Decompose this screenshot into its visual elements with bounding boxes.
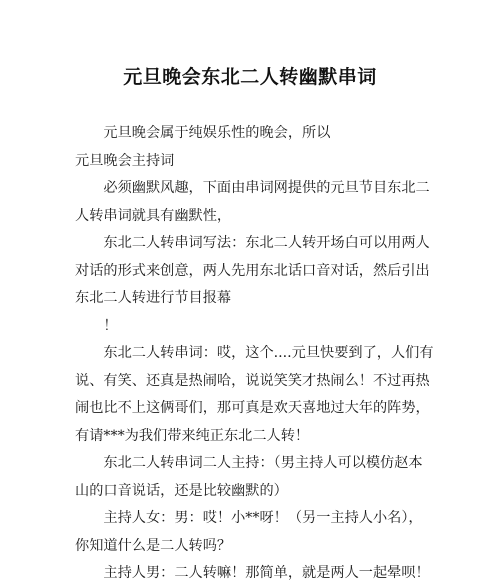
paragraph: 必须幽默风趣，下面由串词网提供的元旦节目东北二人转串词就具有幽默性， xyxy=(75,180,430,224)
paragraph: 主持人男：二人转嘛！那简单，就是两人一起晕呗！ xyxy=(103,565,430,581)
paragraph: 东北二人转串词二人主持：（男主持人可以模仿赵本山的口音说话，还是比较幽默的） xyxy=(75,455,423,499)
paragraph: 元旦晚会主持词 xyxy=(75,152,175,169)
paragraph: 东北二人转串词写法：东北二人转开场白可以用两人对话的形式来创意，两人先用东北话口音对话，然后引出东北二人转进行节目报幕 xyxy=(75,235,430,306)
paragraph: 东北二人转串词：哎，这个....元旦快要到了，人们有说、有笑、还真是热闹哈，说说笑笑才热闹么！不过再热闹也比不上这俩哥们，那可真是欢天喜地过大年的阵势，有请***为我们带来纯正东北二人转！ xyxy=(75,345,434,444)
paragraph: 元旦晚会属于纯娱乐性的晚会，所以 xyxy=(103,125,331,141)
document-title: 元旦晚会东北二人转幽默串词 xyxy=(123,66,377,88)
paragraph: 主持人女：男：哎！小**呀！（另一主持人小名），你知道什么是二人转吗？ xyxy=(75,510,423,554)
paragraph: ！ xyxy=(103,317,118,334)
document-body xyxy=(75,120,435,588)
